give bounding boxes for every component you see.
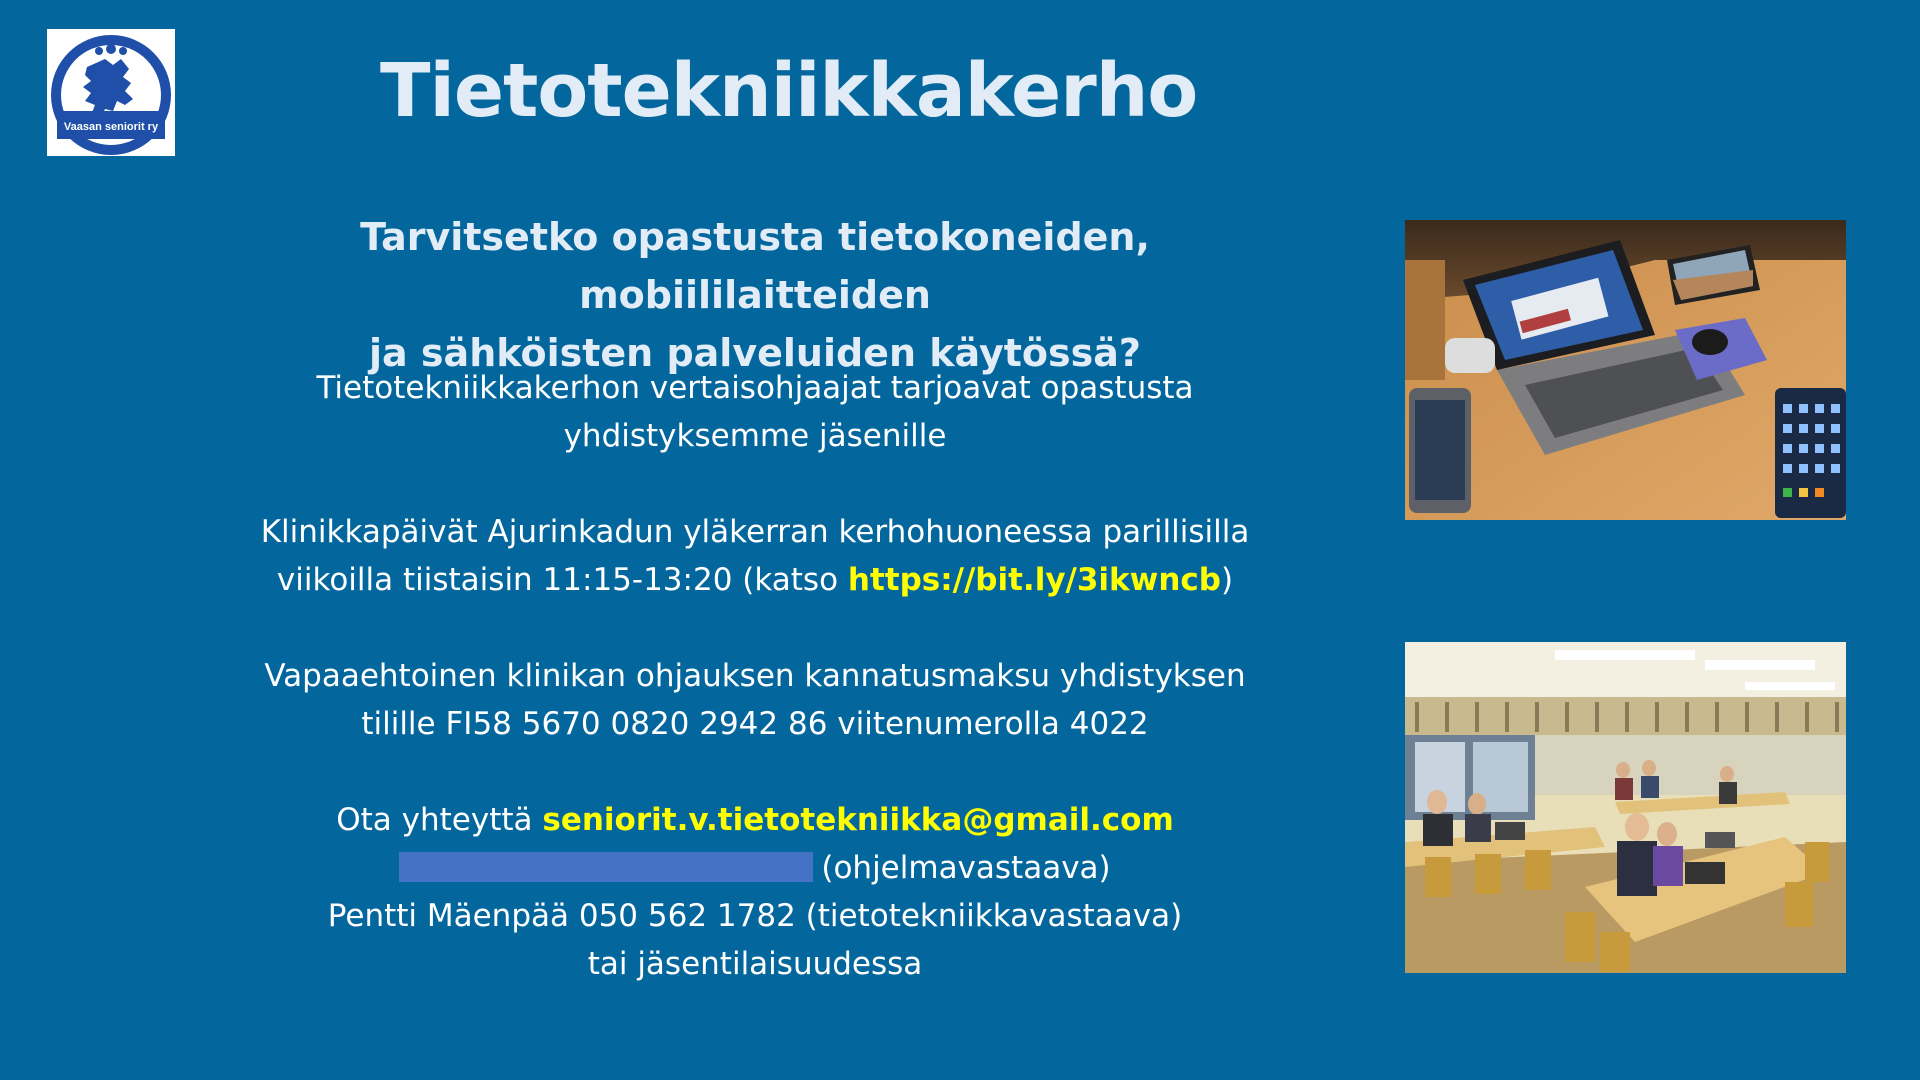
paragraph-3-line-1: Vapaaehtoinen klinikan ohjauksen kannatusmaksu yhdistyksen: [264, 658, 1246, 694]
body-text: [200, 364, 1310, 988]
contact-email-link[interactable]: seniorit.v.tietotekniikka@gmail.com: [542, 802, 1174, 838]
schedule-text: viikoilla tiistaisin 11:15-13:20 (katso: [276, 562, 848, 598]
logo-text: Vaasan seniorit ry: [63, 121, 159, 133]
subtitle: [200, 208, 1310, 382]
paragraph-3-line-2: tilille FI58 5670 0820 2942 86 viitenumerolla 4022: [361, 706, 1149, 742]
paragraph-1-line-1: Tietotekniikkakerhon vertaisohjaajat tarjoavat opastusta: [316, 370, 1194, 406]
laptop-tablet-phone-on-table-photo: [1405, 220, 1846, 520]
contact-person-2: Pentti Mäenpää 050 562 1782 (tietotekniikkavastaava): [327, 898, 1183, 934]
seniors-computer-class-room-photo: [1405, 642, 1846, 973]
lion-emblem-icon: [47, 29, 175, 156]
contact-person-1: [200, 844, 1310, 892]
contact-line: [200, 796, 1310, 844]
organization-logo: [47, 29, 175, 156]
schedule-link[interactable]: https://bit.ly/3ikwncb: [847, 562, 1221, 598]
contact-person-1-role: (ohjelmavastaava): [821, 850, 1111, 886]
page-title: Tietotekniikkakerho: [380, 48, 1198, 134]
redacted-name: [399, 852, 813, 882]
contact-prefix: Ota yhteyttä: [336, 802, 543, 838]
schedule-text-end: ): [1220, 562, 1234, 598]
paragraph-2-line-1: Klinikkapäivät Ajurinkadun yläkerran kerhohuoneessa parillisilla: [260, 514, 1250, 550]
paragraph-1-line-2: yhdistyksemme jäsenille: [563, 418, 947, 454]
subtitle-line-2: ja sähköisten palveluiden käytössä?: [369, 331, 1141, 375]
paragraph-2-line-2: [200, 556, 1310, 604]
subtitle-line-1: Tarvitsetko opastusta tietokoneiden, mobiililaitteiden: [360, 215, 1150, 317]
contact-alternative: tai jäsentilaisuudessa: [587, 946, 923, 982]
